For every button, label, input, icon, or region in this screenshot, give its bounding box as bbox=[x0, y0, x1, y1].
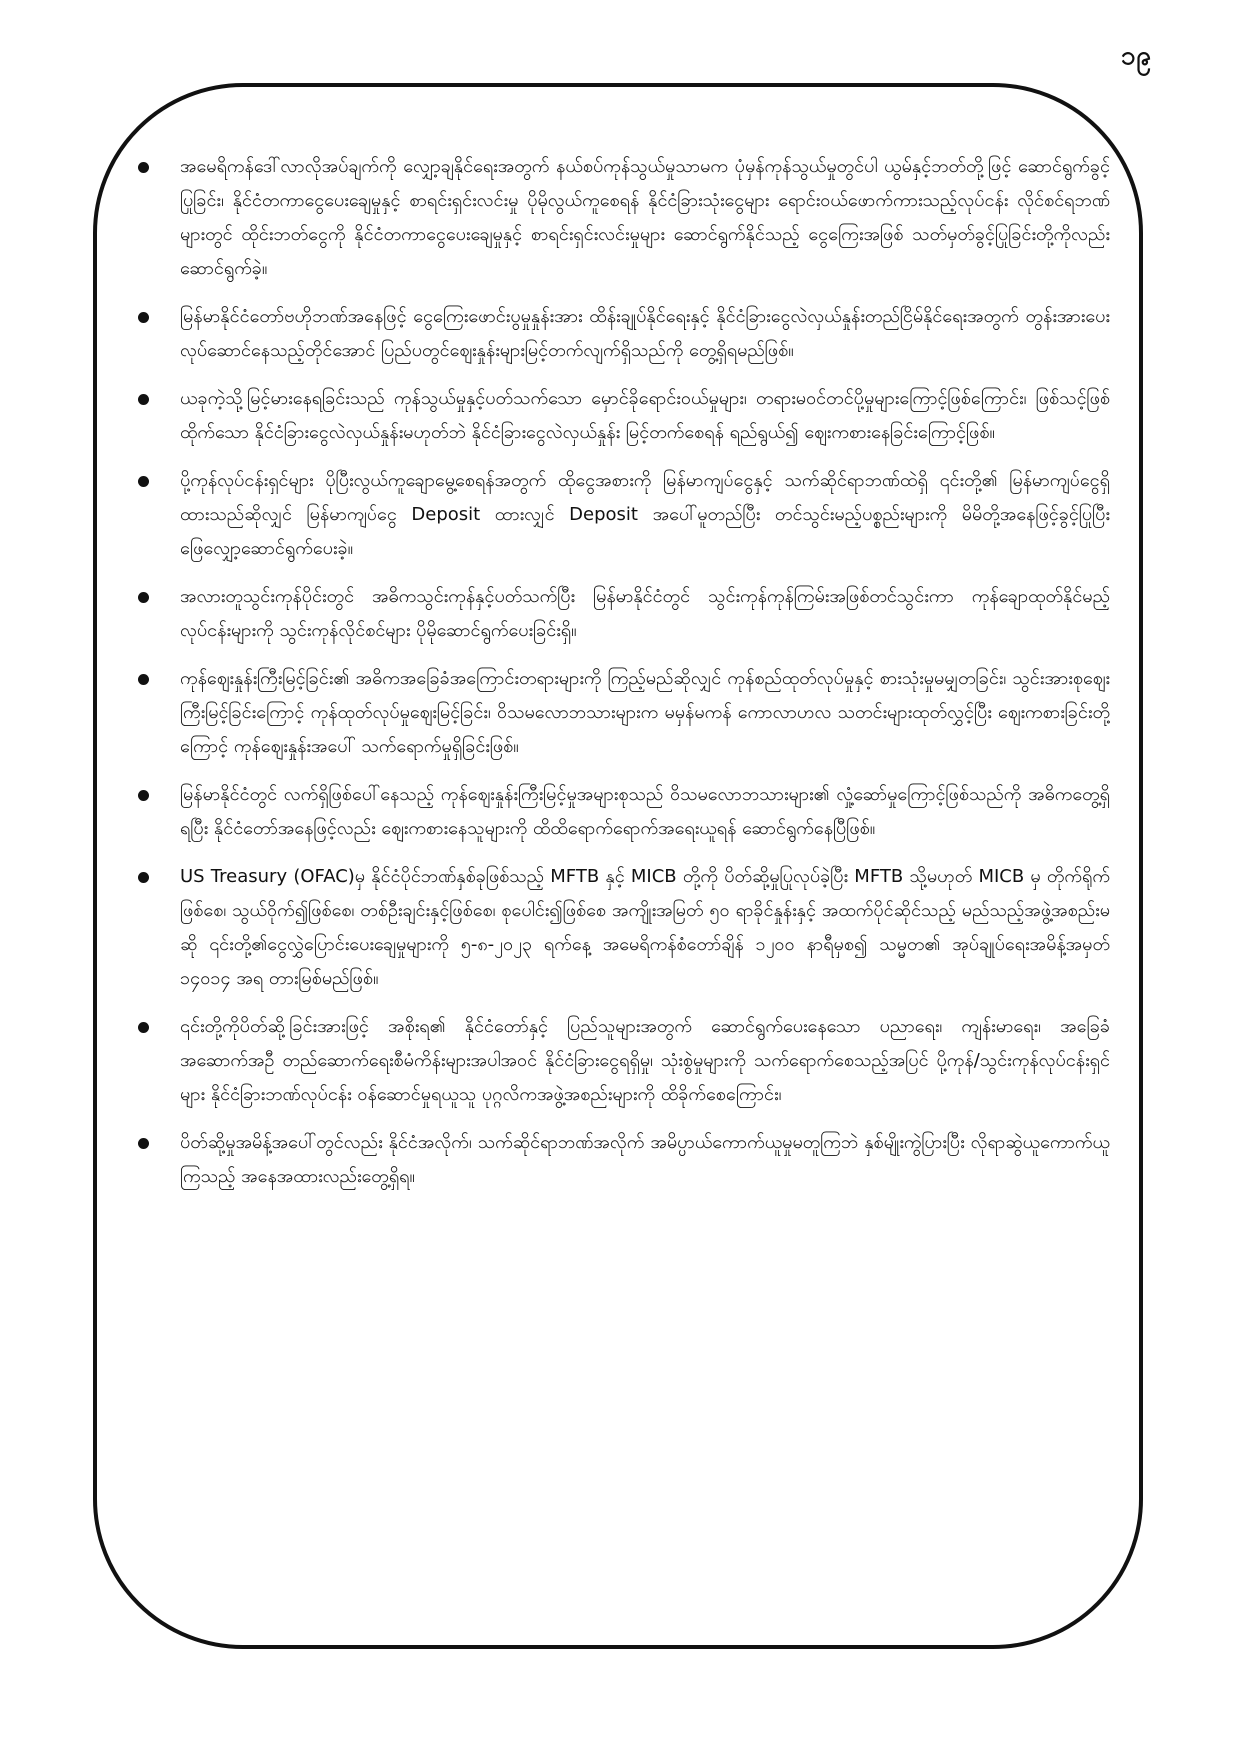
bullet-text: US Treasury (OFAC)မှ နိုင်ငံပိုင်ဘဏ်နှစ်ခုဖြစ်သည့် MFTB နှင့် MICB တို့ကို ပိတ်ဆို့မှုပြုလုပ်ခဲ့ပြီး MFTB သို့မဟုတ် MICB မှ တိုက်ရိုက်ဖြစ်စေ၊ သွယ်ဝိုက်၍ဖြစ်စေ၊ တစ်ဦးချင်းနှင့်ဖြစ်စေ၊ စုပေါင်း၍ဖြစ်စေ အကျိုးအမြတ် ၅၀ ရာခိုင်နှုန်းနှင့် အထက်ပိုင်ဆိုင်သည့် မည်သည့်အဖွဲ့အစည်းမဆို ၎င်းတို့၏ငွေလွှဲပြောင်းပေးချေမှုများကို ၅-၈-၂၀၂၃ ရက်နေ့ အမေရိကန်စံတော်ချိန် ၁၂၀၀ နာရီမှစ၍ သမ္မတ၏ အုပ်ချုပ်ရေးအမိန့်အမှတ် ၁၄၀၁၄ အရ တားမြစ်မည်ဖြစ်။ bbox=[180, 866, 1110, 989]
bullet-item bbox=[130, 1126, 1110, 1194]
bullet-dot-icon bbox=[138, 394, 149, 405]
bullet-item bbox=[130, 580, 1110, 648]
bullet-item bbox=[130, 662, 1110, 764]
page-number: ၁၉ bbox=[1120, 41, 1152, 71]
bullet-text: ကုန်ဈေးနှုန်းကြီးမြင့်ခြင်း၏ အဓိကအခြေခံအကြောင်းတရားများကို ကြည့်မည်ဆိုလျှင် ကုန်စည်ထုတ်လုပ်မှုနှင့် စားသုံးမှုမမျှတခြင်း၊ သွင်းအားစုဈေးကြီးမြင့်ခြင်းကြောင့် ကုန်ထုတ်လုပ်မှုဈေးမြင့်ခြင်း၊ ဝိသမလောဘသားများက မမှန်မကန် ကောလာဟလ သတင်းများထုတ်လွှင့်ပြီး ဈေးကစားခြင်းတို့ကြောင့် ကုန်ဈေးနှုန်းအပေါ် သက်ရောက်မှုရှိခြင်းဖြစ်။ bbox=[180, 668, 1110, 757]
bullet-item bbox=[130, 860, 1110, 996]
bullet-dot-icon bbox=[138, 592, 149, 603]
bullet-item bbox=[130, 464, 1110, 566]
bullet-text: ယခုကဲ့သို့မြင့်မားနေရခြင်းသည် ကုန်သွယ်မှုနှင့်ပတ်သက်သော မှောင်ခိုရောင်းဝယ်မှုများ၊ တရားမဝင်တင်ပို့မှုများကြောင့်ဖြစ်ကြောင်း၊ ဖြစ်သင့်ဖြစ်ထိုက်သော နိုင်ငံခြားငွေလဲလှယ်နှုန်းမဟုတ်ဘဲ နိုင်ငံခြားငွေလဲလှယ်နှုန်း မြင့်တက်စေရန် ရည်ရွယ်၍ ဈေးကစားနေခြင်းကြောင့်ဖြစ်။ bbox=[180, 388, 1110, 443]
bullet-list bbox=[130, 150, 1110, 1208]
bullet-dot-icon bbox=[138, 476, 149, 487]
bullet-text: ပို့ကုန်လုပ်ငန်းရှင်များ ပိုပြီးလွယ်ကူချောမွေ့စေရန်အတွက် ထိုငွေအစားကို မြန်မာကျပ်ငွေနှင့် သက်ဆိုင်ရာဘဏ်ထဲရှိ ၎င်းတို့၏ မြန်မာကျပ်ငွေရှိထားသည်ဆိုလျှင် မြန်မာကျပ်ငွေ Deposit ထားလျှင် Deposit အပေါ်မူတည်ပြီး တင်သွင်းမည့်ပစ္စည်းများကို မိမိတို့အနေဖြင့်ခွင့်ပြုပြီး ဖြေလျှော့ဆောင်ရွက်ပေးခဲ့။ bbox=[180, 470, 1110, 559]
bullet-item bbox=[130, 150, 1110, 286]
bullet-dot-icon bbox=[138, 872, 149, 883]
bullet-text: မြန်မာနိုင်ငံတော်ဗဟိုဘဏ်အနေဖြင့် ငွေကြေးဖောင်းပွမှုနှုန်းအား ထိန်းချုပ်နိုင်ရေးနှင့် နိုင်ငံခြားငွေလဲလှယ်နှုန်းတည်ငြိမ်နိုင်ရေးအတွက် တွန်းအားပေးလုပ်ဆောင်နေသည့်တိုင်အောင် ပြည်ပတွင်ဈေးနှုန်းများမြင့်တက်လျက်ရှိသည်ကို တွေ့ရှိရမည်ဖြစ်။ bbox=[180, 306, 1110, 361]
bullet-text: အမေရိကန်ဒေါ်လာလိုအပ်ချက်ကို လျှော့ချနိုင်ရေးအတွက် နယ်စပ်ကုန်သွယ်မှုသာမက ပုံမှန်ကုန်သွယ်မှုတွင်ပါ ယွမ်နှင့်ဘတ်တို့ဖြင့် ဆောင်ရွက်ခွင့်ပြုခြင်း၊ နိုင်ငံတကာငွေပေးချေမှုနှင့် စာရင်းရှင်းလင်းမှု ပိုမိုလွယ်ကူစေရန် နိုင်ငံခြားသုံးငွေများ ရောင်းဝယ်ဖောက်ကားသည့်လုပ်ငန်း လိုင်စင်ရဘဏ်များတွင် ထိုင်းဘတ်ငွေကို နိုင်ငံတကာငွေပေးချေမှုနှင့် စာရင်းရှင်းလင်းမှုများ ဆောင်ရွက်နိုင်သည့် ငွေကြေးအဖြစ် သတ်မှတ်ခွင့်ပြုခြင်းတို့ကိုလည်း ဆောင်ရွက်ခဲ့။ bbox=[180, 156, 1110, 279]
bullet-item bbox=[130, 382, 1110, 450]
bullet-dot-icon bbox=[138, 790, 149, 801]
bullet-item bbox=[130, 300, 1110, 368]
bullet-dot-icon bbox=[138, 312, 149, 323]
bullet-item bbox=[130, 1010, 1110, 1112]
bullet-text: အလားတူသွင်းကုန်ပိုင်းတွင် အဓိကသွင်းကုန်နှင့်ပတ်သက်ပြီး မြန်မာနိုင်ငံတွင် သွင်းကုန်ကုန်ကြမ်းအဖြစ်တင်သွင်းကာ ကုန်ချောထုတ်နိုင်မည့်လုပ်ငန်းများကို သွင်းကုန်လိုင်စင်များ ပိုမိုဆောင်ရွက်ပေးခြင်းရှိ။ bbox=[180, 586, 1110, 641]
bullet-dot-icon bbox=[138, 1138, 149, 1149]
bullet-dot-icon bbox=[138, 1022, 149, 1033]
bullet-dot-icon bbox=[138, 162, 149, 173]
bullet-text: မြန်မာနိုင်ငံတွင် လက်ရှိဖြစ်ပေါ်နေသည့် ကုန်ဈေးနှုန်းကြီးမြင့်မှုအများစုသည် ဝိသမလောဘသားများ၏ လှုံ့ဆော်မှုကြောင့်ဖြစ်သည်ကို အဓိကတွေ့ရှိရပြီး နိုင်ငံတော်အနေဖြင့်လည်း ဈေးကစားနေသူများကို ထိထိရောက်ရောက်အရေးယူရန် ဆောင်ရွက်နေပြီဖြစ်။ bbox=[180, 784, 1110, 839]
bullet-text: ၎င်းတို့ကိုပိတ်ဆို့ခြင်းအားဖြင့် အစိုးရ၏ နိုင်ငံတော်နှင့် ပြည်သူများအတွက် ဆောင်ရွက်ပေးနေသော ပညာရေး၊ ကျန်းမာရေး၊ အခြေခံအဆောက်အဦ တည်ဆောက်ရေးစီမံကိန်းများအပါအဝင် နိုင်ငံခြားငွေရရှိမှု၊ သုံးစွဲမှုများကို သက်ရောက်စေသည့်အပြင် ပို့ကုန်/သွင်းကုန်လုပ်ငန်းရှင်များ နိုင်ငံခြားဘဏ်လုပ်ငန်း ဝန်ဆောင်မှုရယူသူ ပုဂ္ဂလိကအဖွဲ့အစည်းများကို ထိခိုက်စေကြောင်း၊ bbox=[180, 1016, 1110, 1105]
bullet-item bbox=[130, 778, 1110, 846]
bullet-dot-icon bbox=[138, 674, 149, 685]
bullet-text: ပိတ်ဆို့မှုအမိန့်အပေါ်တွင်လည်း နိုင်ငံအလိုက်၊ သက်ဆိုင်ရာဘဏ်အလိုက် အမိပ္ပာယ်ကောက်ယူမှုမတူကြဘဲ နှစ်မျိုးကွဲပြားပြီး လိုရာဆွဲယူကောက်ယူကြသည့် အနေအထားလည်းတွေ့ရှိရ။ bbox=[180, 1132, 1110, 1187]
